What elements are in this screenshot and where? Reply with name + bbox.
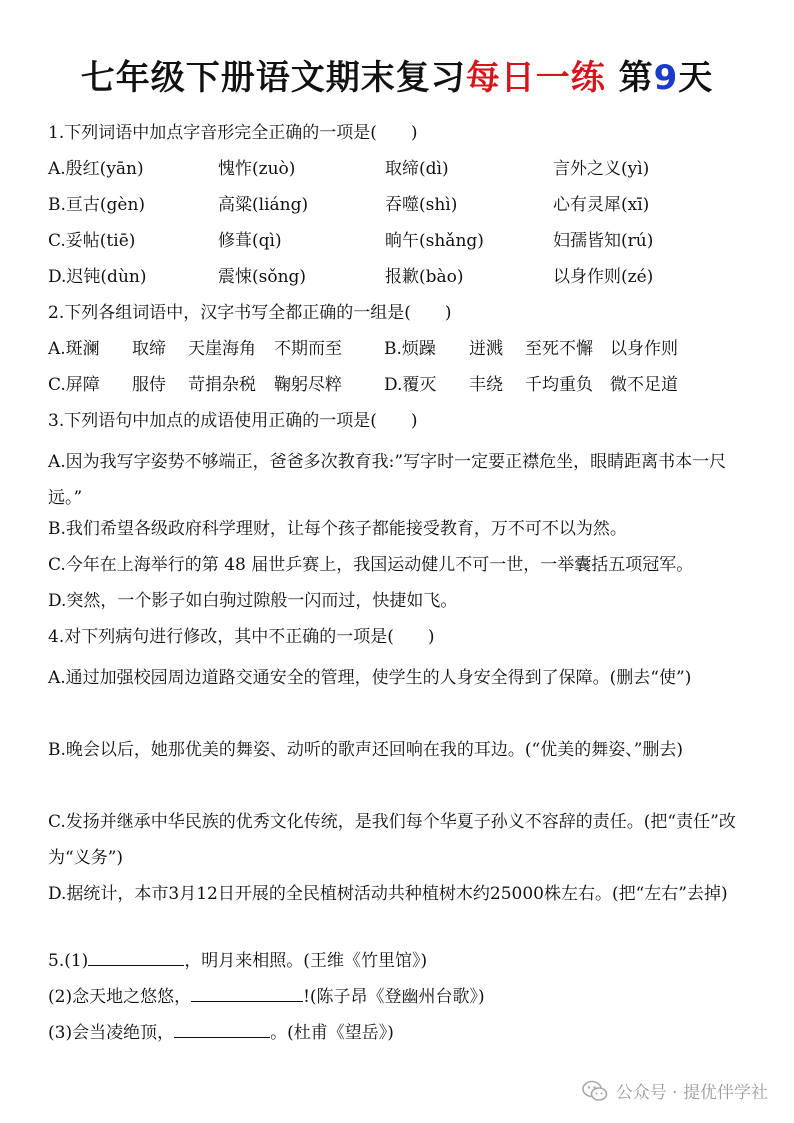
watermark-text: 公众号 · 提优伴学社 — [615, 1083, 768, 1103]
q1-d-word2: 震悚(sǒng) — [218, 267, 307, 287]
q2-d-1: D.覆灭 — [384, 375, 437, 395]
q2-a-4: 不期而至 — [274, 339, 342, 359]
q5-l2-suffix: !(陈子昂《登幽州台歌》) — [303, 987, 485, 1007]
q1-d-word4: 以身作则(zé) — [553, 267, 654, 287]
q5-l1-suffix: ，明月来相照。(王维《竹里馆》) — [184, 951, 428, 971]
q2-c-2: 服侍 — [132, 375, 166, 395]
q5-l1-prefix: 5.(1) — [48, 951, 89, 971]
q1-c-word1: C.妥帖(tiē) — [48, 231, 136, 251]
q3-option-d: D.突然，一个影子如白驹过隙般一闪而过，快捷如飞。 — [48, 591, 458, 611]
q2-a-1: A.斑澜 — [48, 339, 100, 359]
q2-a-3: 天崖海角 — [188, 339, 256, 359]
q3-option-b: B.我们希望各级政府科学理财，让每个孩子都能接受教育，万不可不以为然。 — [48, 519, 627, 539]
q1-b-word4: 心有灵犀(xī) — [553, 195, 650, 215]
q1-b-word2: 高粱(liáng) — [218, 195, 309, 215]
q1-a-word3: 取缔(dì) — [385, 159, 449, 179]
title-day-suffix: 天 — [678, 58, 714, 98]
q1-c-word2: 修葺(qì) — [218, 231, 282, 251]
q5-l3-prefix: (3)会当凌绝顶， — [48, 1023, 175, 1043]
q1-c-word4: 妇孺皆知(rú) — [553, 231, 654, 251]
q2-c-4: 鞠躬尽粹 — [274, 375, 342, 395]
q3-stem: 3.下列语句中加点的成语使用正确的一项是( ) — [48, 411, 418, 431]
q5-blank-3[interactable] — [174, 1020, 270, 1038]
q1-c-word3: 晌午(shǎng) — [385, 231, 484, 251]
title-day-prefix: 第 — [618, 58, 654, 98]
q4-option-d: D.据统计，本市3月12日开展的全民植树活动共种植树木约25000株左右。(把“左右”去掉) — [48, 884, 728, 904]
watermark — [582, 1078, 768, 1103]
q3-option-c: C.今年在上海举行的第 48 届世乒赛上，我国运动健儿不可一世，一举囊括五项冠军。 — [48, 555, 694, 575]
q1-a-word4: 言外之义(yì) — [553, 159, 650, 179]
q2-d-3: 千均重负 — [525, 375, 593, 395]
q1-a-word1: A.殷红(yān) — [48, 159, 144, 179]
q4-option-b: B.晚会以后，她那优美的舞姿、动听的歌声还回响在我的耳边。(“优美的舞姿、”删去) — [48, 740, 684, 760]
q5-line2 — [48, 984, 768, 1010]
q2-d-2: 丰绕 — [469, 375, 503, 395]
q2-stem: 2.下列各组词语中，汉字书写全都正确的一组是( ) — [48, 303, 452, 323]
wechat-icon — [582, 1080, 608, 1102]
q1-a-word2: 愧怍(zuò) — [218, 159, 296, 179]
q1-b-word3: 吞噬(shì) — [385, 195, 458, 215]
q5-blank-2[interactable] — [191, 984, 303, 1002]
q2-c-3: 苛捐杂税 — [188, 375, 256, 395]
q1-d-word1: D.迟钝(dùn) — [48, 267, 147, 287]
q5-line3 — [48, 1020, 768, 1046]
q2-d-4: 微不足道 — [610, 375, 678, 395]
q2-b-3: 至死不懈 — [525, 339, 593, 359]
q5-line1 — [48, 948, 768, 974]
q1-b-word1: B.亘古(gèn) — [48, 195, 146, 215]
q1-d-word3: 报歉(bào) — [385, 267, 464, 287]
q5-blank-1[interactable] — [88, 948, 184, 966]
q4-option-c: C.发扬并继承中华民族的优秀文化传统，是我们每个华夏子孙义不容辞的责任。(把“责任”改为“义务”) — [48, 812, 736, 868]
page-title — [0, 50, 794, 99]
title-highlight: 每日一练 — [465, 58, 606, 98]
q2-b-2: 迸溅 — [469, 339, 503, 359]
q4-stem: 4.对下列病句进行修改，其中不正确的一项是( ) — [48, 627, 435, 647]
q2-b-1: B.烦躁 — [384, 339, 436, 359]
q2-a-2: 取缔 — [132, 339, 166, 359]
title-main: 七年级下册语文期末复习 — [80, 58, 466, 98]
q5-l2-prefix: (2)念天地之悠悠， — [48, 987, 192, 1007]
q4-option-a: A.通过加强校园周边道路交通安全的管理，使学生的人身安全得到了保障。(删去“使”) — [48, 668, 692, 688]
q2-b-4: 以身作则 — [610, 339, 678, 359]
q1-stem: 1.下列词语中加点字音形完全正确的一项是( ) — [48, 123, 418, 143]
title-day-number: 9 — [653, 58, 679, 98]
q3-option-a: A.因为我写字姿势不够端正，爸爸多次教育我:”写字时一定要正襟危坐，眼睛距离书本一尺远。” — [48, 452, 727, 508]
q5-l3-suffix: 。(杜甫《望岳》) — [270, 1023, 394, 1043]
q2-c-1: C.屏障 — [48, 375, 100, 395]
